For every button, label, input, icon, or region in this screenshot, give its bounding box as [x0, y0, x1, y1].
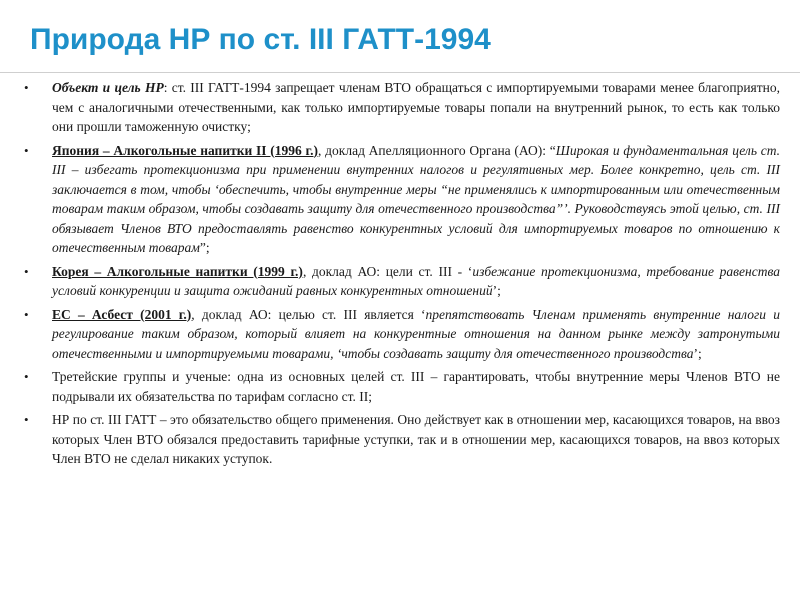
item-text: : ст. III ГАТТ-1994 запрещает членам ВТО обращаться с импортируемыми товарами менее благоприятно, чем с аналогичными отечественными, как только импортируемые товары попали на внутренний рынок, то есть как только они прошли таможенную очистку; — [52, 80, 780, 134]
bullet-icon: • — [24, 142, 29, 158]
item-quote: препятствовать Членам применять внутренние налоги и регулирование таким образом, который влияет на конкурентные отношения на данном рынке между затронутыми отечественными и импортируемыми товарами, ‘чтобы создавать защиту для отечественного производства — [52, 306, 780, 361]
case-link-korea: Корея – Алкогольные напитки (1999 г.) — [52, 263, 303, 279]
case-link-japan: Япония – Алкогольные напитки II (1996 г.) — [52, 142, 319, 158]
case-link-ec: ЕС – Асбест (2001 г.) — [52, 306, 192, 322]
item-text: Третейские группы и ученые: одна из основных целей ст. III – гарантировать, чтобы внутренние меры Членов ВТО не подрывали их обязательства по тарифам согласно ст. II; — [52, 369, 780, 404]
bullet-icon: • — [24, 412, 29, 427]
item-text: НР по ст. III ГАТТ – это обязательство общего применения. Оно действует как в отношении мер, касающихся товаров, на ввоз которых Член ВТО обязался предоставить тарифные уступки, так и в отношении мер, касающихся товаров, на ввоз которых Член ВТО не сделал никаких уступок. — [52, 412, 780, 466]
item-text: , доклад Апелляционного Органа (АО): “ — [318, 142, 556, 158]
list-item-object-and-goal — [22, 78, 780, 137]
content-list — [22, 78, 780, 473]
bullet-icon: • — [24, 263, 29, 279]
item-quote: избежание протекционизма, требование равенства условий конкуренции и защита ожиданий равных конкурентных отношений — [52, 263, 780, 298]
list-item-ec-asbestos — [22, 305, 780, 364]
list-item-japan-alcohol — [22, 141, 780, 258]
bullet-icon: • — [24, 80, 29, 95]
list-item-general-obligation — [22, 410, 780, 469]
item-text-end: ”; — [199, 240, 210, 255]
title-divider — [0, 72, 800, 73]
item-text: , доклад АО: цели ст. III - ‘ — [302, 263, 473, 279]
bullet-icon: • — [24, 306, 29, 322]
item-quote: Широкая и фундаментальная цель ст. III – избегать протекционизма при применении внутренних налогов и регулятивных мер. Более конкретно, цель ст. III заключается в том, чтобы ‘обеспечить, чтобы внутренние меры “не применялись к импортированным или отечественным товарам таким образом, чтобы создавать защиту для отечественного производства”’. Руководствуясь этой целью, ст. III обязывает Членов ВТО предоставлять равенство конкурентных условий для импортируемых товаров по отношению к отечественным товарам — [52, 142, 780, 255]
item-lead: Объект и цель НР — [52, 80, 164, 95]
bullet-icon: • — [24, 369, 29, 384]
list-item-panels-scholars — [22, 367, 780, 406]
item-text-end: ’; — [492, 283, 501, 298]
item-text-end: ’; — [693, 345, 702, 361]
list-item-korea-alcohol — [22, 262, 780, 301]
page-title: Природа НР по ст. III ГАТТ-1994 — [30, 23, 491, 56]
item-text: , доклад АО: целью ст. III является ‘ — [191, 306, 426, 322]
